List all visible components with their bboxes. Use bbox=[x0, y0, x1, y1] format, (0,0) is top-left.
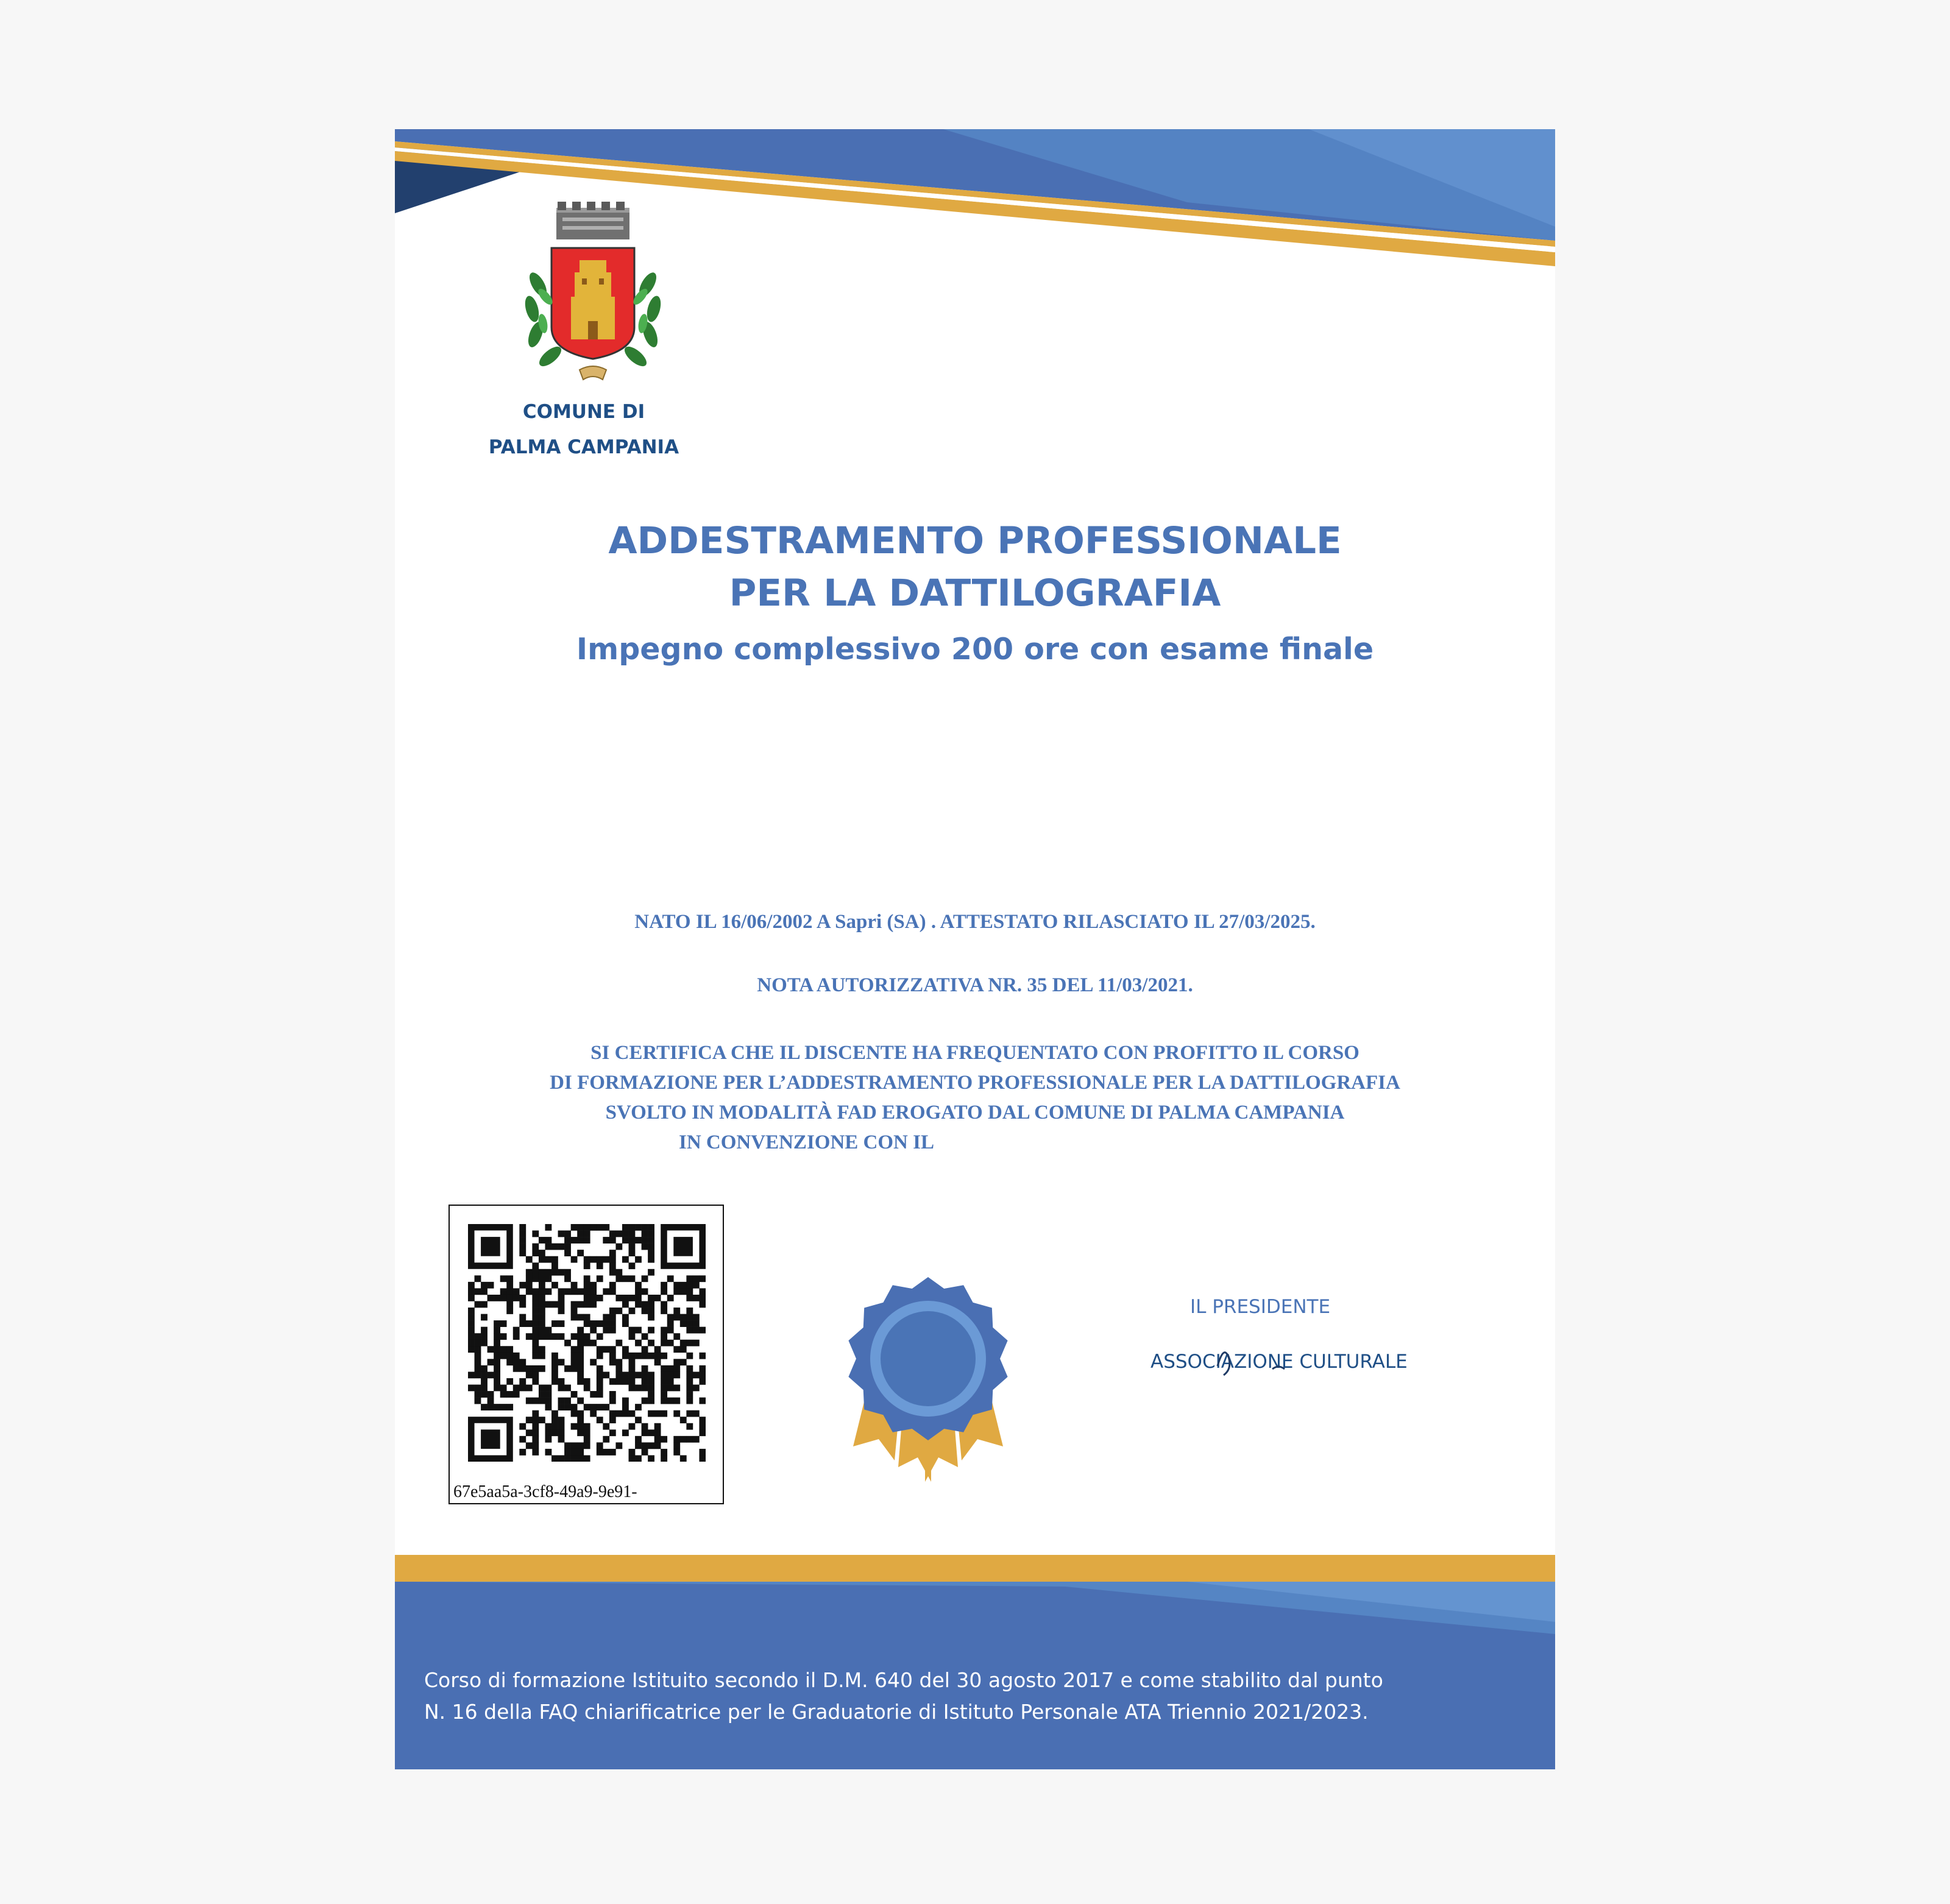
municipality-line-2: PALMA CAMPANIA bbox=[488, 436, 679, 458]
certification-text bbox=[395, 1038, 1555, 1158]
qr-code-icon bbox=[468, 1224, 706, 1462]
footer-legal-text bbox=[424, 1665, 1545, 1728]
signature-scribble-icon bbox=[1181, 1342, 1303, 1384]
birth-and-issue-line: NATO IL 16/06/2002 A Sapri (SA) . ATTESTATO RILASCIATO IL 27/03/2025. bbox=[634, 911, 1316, 933]
award-seal-icon bbox=[840, 1275, 1016, 1500]
course-title-line-1: ADDESTRAMENTO PROFESSIONALE bbox=[608, 519, 1342, 562]
course-title-line-2: PER LA DATTILOGRAFIA bbox=[729, 572, 1221, 615]
course-subtitle: Impegno complessivo 200 ore con esame finale bbox=[576, 632, 1374, 667]
footer-line: Corso di formazione Istituito secondo il D.M. 640 del 30 agosto 2017 e come stabilito dal punto bbox=[424, 1668, 1383, 1692]
qr-code-box[interactable] bbox=[448, 1205, 724, 1504]
footer-banner bbox=[395, 1555, 1555, 1769]
certification-line: DI FORMAZIONE PER L’ADDESTRAMENTO PROFESSIONALE PER LA DATTILOGRAFIA bbox=[550, 1072, 1400, 1094]
certification-line: SI CERTIFICA CHE IL DISCENTE HA FREQUENTATO CON PROFITTO IL CORSO bbox=[590, 1042, 1360, 1064]
authorization-note: NOTA AUTORIZZATIVA NR. 35 DEL 11/03/2021. bbox=[757, 974, 1193, 996]
municipality-name bbox=[456, 394, 712, 465]
president-title: IL PRESIDENTE bbox=[1190, 1296, 1331, 1318]
certification-line: SVOLTO IN MODALITÀ FAD EROGATO DAL COMUNE DI PALMA CAMPANIA bbox=[605, 1102, 1345, 1124]
municipality-line-1: COMUNE DI bbox=[522, 401, 645, 423]
association-name: ASSOCIAZIONE CULTURALE bbox=[1150, 1351, 1408, 1373]
certification-line: IN CONVENZIONE CON IL bbox=[679, 1131, 934, 1153]
verification-code: 67e5aa5a-3cf8-49a9-9e91- bbox=[453, 1482, 637, 1501]
coat-of-arms-emblem bbox=[514, 199, 672, 388]
footer-line: N. 16 della FAQ chiarificatrice per le Graduatorie di Istituto Personale ATA Triennio 2021/2023. bbox=[424, 1700, 1369, 1724]
certificate-sheet bbox=[395, 129, 1555, 1769]
